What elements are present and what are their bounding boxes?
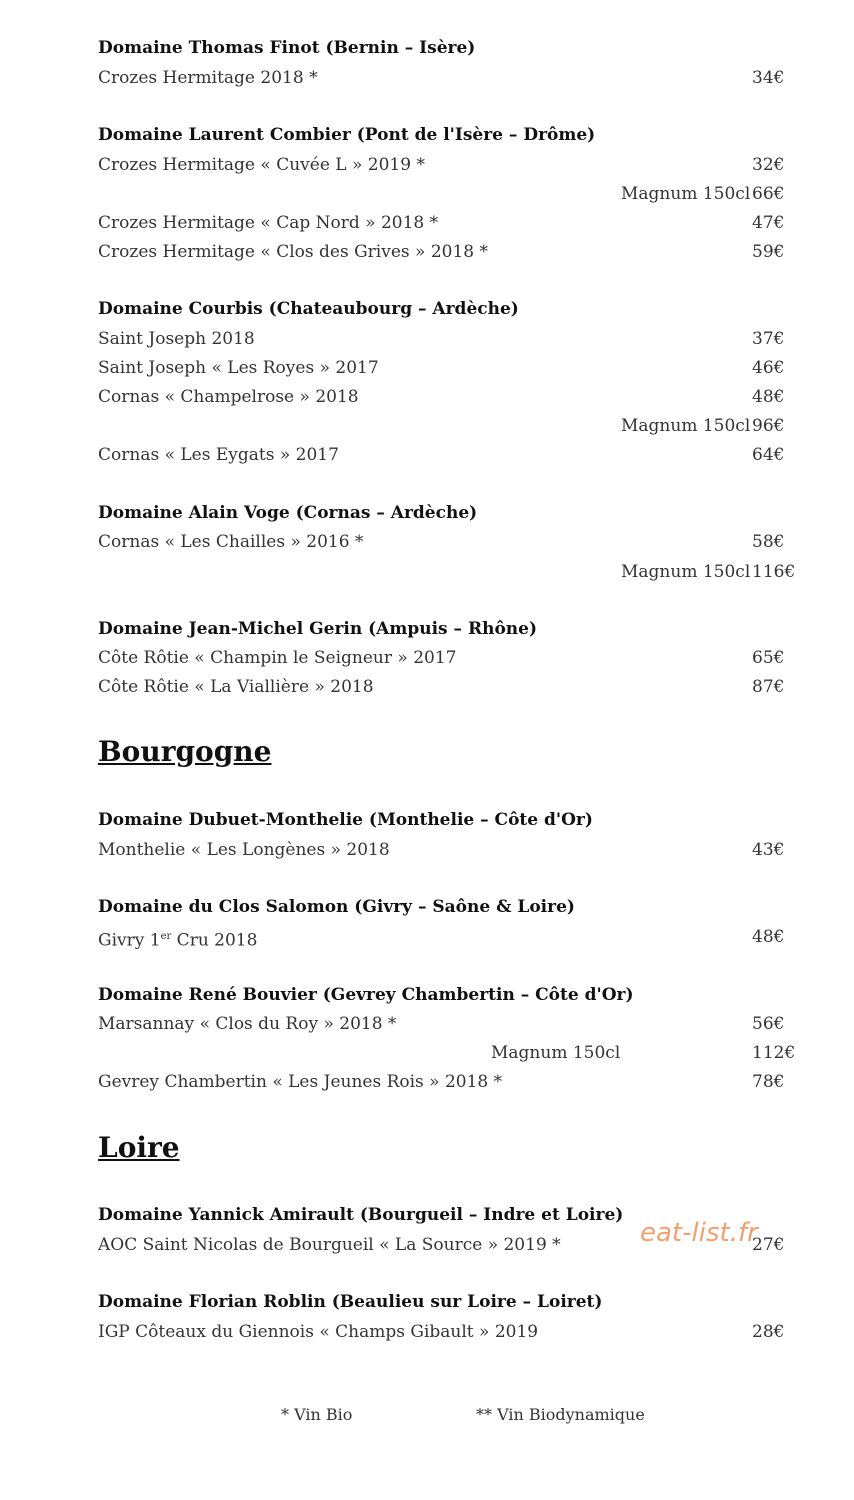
wine-name: Saint Joseph 2018 xyxy=(98,329,255,349)
wine-name: Marsannay « Clos du Roy » 2018 * xyxy=(98,1014,397,1034)
magnum-label: Magnum 150cl xyxy=(491,1043,621,1063)
wine-name: IGP Côteaux du Giennois « Champs Gibault » 2019 xyxy=(98,1322,539,1342)
wine-name: Crozes Hermitage « Clos des Grives » 2018 * xyxy=(98,242,488,262)
domaine-courbis: Domaine Courbis (Chateaubourg – Ardèche) xyxy=(98,299,519,319)
wine-price: 58€ xyxy=(752,532,785,552)
magnum-price: 66€ xyxy=(752,184,785,204)
wine-name: Crozes Hermitage « Cap Nord » 2018 * xyxy=(98,213,439,233)
wine-name: Gevrey Chambertin « Les Jeunes Rois » 2018 * xyxy=(98,1072,503,1092)
wine-name: Monthelie « Les Longènes » 2018 xyxy=(98,840,390,860)
magnum-price: 112€ xyxy=(752,1043,796,1063)
domaine-dubuet-monthelie: Domaine Dubuet-Monthelie (Monthelie – Côte d'Or) xyxy=(98,810,593,830)
domaine-clos-salomon: Domaine du Clos Salomon (Givry – Saône & Loire) xyxy=(98,897,575,917)
wine-price: 64€ xyxy=(752,445,785,465)
section-title-bourgogne: Bourgogne xyxy=(98,735,272,768)
magnum-price: 96€ xyxy=(752,416,785,436)
wine-price: 56€ xyxy=(752,1014,785,1034)
wine-price: 87€ xyxy=(752,677,785,697)
wine-price: 37€ xyxy=(752,329,785,349)
section-title-loire: Loire xyxy=(98,1131,180,1164)
domaine-alain-voge: Domaine Alain Voge (Cornas – Ardèche) xyxy=(98,503,478,523)
magnum-label: Magnum 150cl xyxy=(621,184,751,204)
wine-name: Crozes Hermitage « Cuvée L » 2019 * xyxy=(98,155,425,175)
footer-legend-bio: * Vin Bio xyxy=(281,1405,353,1424)
domaine-rene-bouvier: Domaine René Bouvier (Gevrey Chambertin – Côte d'Or) xyxy=(98,985,634,1005)
wine-name: AOC Saint Nicolas de Bourgueil « La Source » 2019 * xyxy=(98,1235,561,1255)
wine-price: 34€ xyxy=(752,68,785,88)
domaine-florian-roblin: Domaine Florian Roblin (Beaulieu sur Loire – Loiret) xyxy=(98,1292,603,1312)
wine-price: 46€ xyxy=(752,358,785,378)
wine-price: 65€ xyxy=(752,648,785,668)
wine-price: 43€ xyxy=(752,840,785,860)
footer-legend-biodynamique: ** Vin Biodynamique xyxy=(476,1405,645,1424)
wine-name: Cornas « Les Chailles » 2016 * xyxy=(98,532,364,552)
domaine-thomas-finot: Domaine Thomas Finot (Bernin – Isère) xyxy=(98,38,476,58)
domaine-laurent-combier: Domaine Laurent Combier (Pont de l'Isère – Drôme) xyxy=(98,125,596,145)
magnum-label: Magnum 150cl xyxy=(621,562,751,582)
wine-price: 48€ xyxy=(752,927,785,947)
wine-price: 32€ xyxy=(752,155,785,175)
wine-name: Côte Rôtie « La Viallière » 2018 xyxy=(98,677,374,697)
domaine-yannick-amirault: Domaine Yannick Amirault (Bourgueil – Indre et Loire) xyxy=(98,1205,624,1225)
wine-name: Cornas « Champelrose » 2018 xyxy=(98,387,359,407)
wine-price: 28€ xyxy=(752,1322,785,1342)
wine-price: 78€ xyxy=(752,1072,785,1092)
wine-name: Givry 1er Cru 2018 xyxy=(98,930,258,951)
wine-price: 59€ xyxy=(752,242,785,262)
magnum-price: 116€ xyxy=(752,562,796,582)
magnum-label: Magnum 150cl xyxy=(621,416,751,436)
wine-price: 27€ xyxy=(752,1235,785,1255)
wine-price: 47€ xyxy=(752,213,785,233)
wine-name: Côte Rôtie « Champin le Seigneur » 2017 xyxy=(98,648,457,668)
domaine-jean-michel-gerin: Domaine Jean-Michel Gerin (Ampuis – Rhône) xyxy=(98,619,538,639)
wine-name: Saint Joseph « Les Royes » 2017 xyxy=(98,358,379,378)
wine-price: 48€ xyxy=(752,387,785,407)
watermark: eat-list.fr xyxy=(640,1218,758,1248)
wine-name: Crozes Hermitage 2018 * xyxy=(98,68,318,88)
wine-name: Cornas « Les Eygats » 2017 xyxy=(98,445,339,465)
